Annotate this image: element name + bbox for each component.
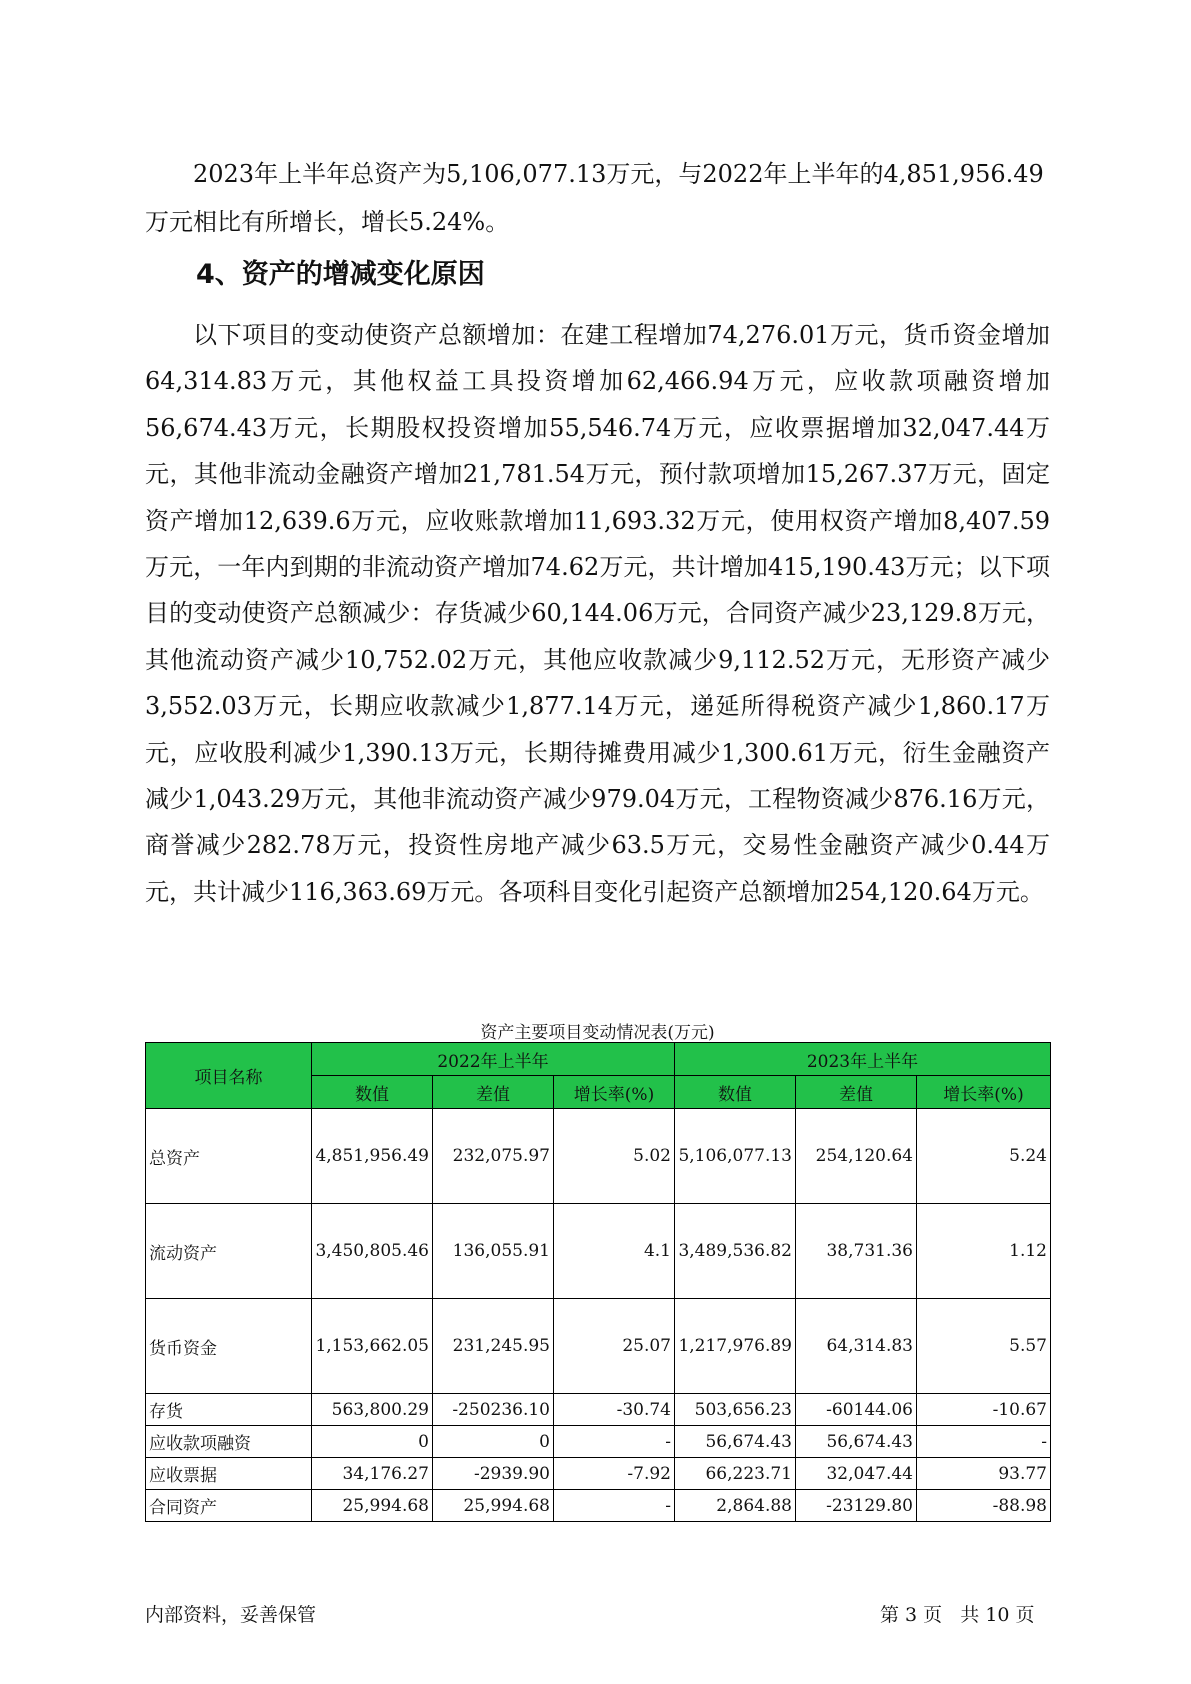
cell-value-2023: 56,674.43 xyxy=(675,1426,796,1458)
cell-value-2023: 2,864.88 xyxy=(675,1490,796,1522)
cell-diff-2022: 0 xyxy=(433,1426,554,1458)
cell-value-2022: 0 xyxy=(312,1426,433,1458)
cell-diff-2023: 64,314.83 xyxy=(796,1299,917,1394)
cell-diff-2023: 38,731.36 xyxy=(796,1204,917,1299)
footer-page-number: 第 3 页 共 10 页 xyxy=(880,1604,1035,1626)
footer-confidential-note: 内部资料，妥善保管 xyxy=(145,1604,317,1626)
paragraph-total-assets: 2023年上半年总资产为5,106,077.13万元，与2022年上半年的4,851,956.49万元相比有所增长，增长5.24%。 xyxy=(145,160,1044,236)
paragraph-asset-changes: 以下项目的变动使资产总额增加：在建工程增加74,276.01万元，货币资金增加64,314.83万元，其他权益工具投资增加62,466.94万元，应收款项融资增加56,674.43万元，长期股权投资增加55,546.74万元，应收票据增加32,047.44万元，其他非流动金融资产增加21,781.54万元，预付款项增加15,267.37万元，固定资产增加12,639.6万元，应收账款增加11,693.32万元，使用权资产增加8,407.59万元，一年内到期的非流动资产增加74.62万元，共计增加415,190.43万元；以下项目的变动使资产总额减少：存货减少60,144.06万元，合同资产减少23,129.8万元，其他流动资产减少10,752.02万元，其他应收款减少9,112.52万元，无形资产减少3,552.03万元，长期应收款减少1,877.14万元，递延所得税资产减少1,860.17万元，应收股利减少1,390.13万元，长期待摊费用减少1,300.61万元，衍生金融资产减少1,043.29万元，其他非流动资产减少979.04万元，工程物资减少876.16万元，商誉减少282.78万元，投资性房地产减少63.5万元，交易性金融资产减少0.44万元，共计减少116,363.69万元。各项科目变化引起资产总额增加254,120.64万元。 xyxy=(145,321,1050,906)
cell-value-2022: 4,851,956.49 xyxy=(312,1109,433,1204)
cell-rate-2022: 5.02 xyxy=(554,1109,675,1204)
row-label: 存货 xyxy=(146,1394,312,1426)
header-value-2023: 数值 xyxy=(675,1076,796,1109)
cell-rate-2023: -10.67 xyxy=(917,1394,1051,1426)
section-heading: 4、资产的增减变化原因 xyxy=(196,259,485,290)
table-row xyxy=(146,1490,1051,1522)
cell-value-2023: 3,489,536.82 xyxy=(675,1204,796,1299)
cell-value-2023: 1,217,976.89 xyxy=(675,1299,796,1394)
header-item-name: 项目名称 xyxy=(146,1043,312,1109)
header-period-2023: 2023年上半年 xyxy=(675,1043,1051,1076)
table-row xyxy=(146,1394,1051,1426)
cell-diff-2023: 56,674.43 xyxy=(796,1426,917,1458)
cell-rate-2022: 25.07 xyxy=(554,1299,675,1394)
cell-rate-2022: 4.1 xyxy=(554,1204,675,1299)
cell-diff-2022: -2939.90 xyxy=(433,1458,554,1490)
table-row xyxy=(146,1458,1051,1490)
cell-rate-2022: -7.92 xyxy=(554,1458,675,1490)
cell-diff-2022: -250236.10 xyxy=(433,1394,554,1426)
cell-value-2023: 66,223.71 xyxy=(675,1458,796,1490)
cell-diff-2023: 254,120.64 xyxy=(796,1109,917,1204)
cell-value-2023: 503,656.23 xyxy=(675,1394,796,1426)
cell-value-2022: 563,800.29 xyxy=(312,1394,433,1426)
cell-rate-2023: 1.12 xyxy=(917,1204,1051,1299)
cell-rate-2023: 93.77 xyxy=(917,1458,1051,1490)
row-label: 合同资产 xyxy=(146,1490,312,1522)
table-row xyxy=(146,1299,1051,1394)
cell-rate-2023: -88.98 xyxy=(917,1490,1051,1522)
table-row xyxy=(146,1204,1051,1299)
row-label: 应收款项融资 xyxy=(146,1426,312,1458)
row-label: 应收票据 xyxy=(146,1458,312,1490)
cell-diff-2023: -23129.80 xyxy=(796,1490,917,1522)
cell-rate-2023: 5.57 xyxy=(917,1299,1051,1394)
cell-value-2022: 25,994.68 xyxy=(312,1490,433,1522)
row-label: 总资产 xyxy=(146,1109,312,1204)
cell-value-2022: 3,450,805.46 xyxy=(312,1204,433,1299)
cell-rate-2022: - xyxy=(554,1426,675,1458)
cell-rate-2023: 5.24 xyxy=(917,1109,1051,1204)
cell-diff-2022: 136,055.91 xyxy=(433,1204,554,1299)
row-label: 流动资产 xyxy=(146,1204,312,1299)
table-row xyxy=(146,1109,1051,1204)
header-value-2022: 数值 xyxy=(312,1076,433,1109)
header-rate-2022: 增长率(%) xyxy=(554,1076,675,1109)
cell-value-2022: 34,176.27 xyxy=(312,1458,433,1490)
table-row xyxy=(146,1426,1051,1458)
cell-rate-2023: - xyxy=(917,1426,1051,1458)
header-diff-2022: 差值 xyxy=(433,1076,554,1109)
cell-rate-2022: -30.74 xyxy=(554,1394,675,1426)
table-caption: 资产主要项目变动情况表(万元) xyxy=(480,1023,715,1043)
asset-changes-table xyxy=(145,1042,1051,1522)
row-label: 货币资金 xyxy=(146,1299,312,1394)
cell-diff-2022: 232,075.97 xyxy=(433,1109,554,1204)
header-diff-2023: 差值 xyxy=(796,1076,917,1109)
header-rate-2023: 增长率(%) xyxy=(917,1076,1051,1109)
cell-diff-2023: -60144.06 xyxy=(796,1394,917,1426)
cell-value-2022: 1,153,662.05 xyxy=(312,1299,433,1394)
header-period-2022: 2022年上半年 xyxy=(312,1043,675,1076)
cell-diff-2023: 32,047.44 xyxy=(796,1458,917,1490)
cell-rate-2022: - xyxy=(554,1490,675,1522)
cell-diff-2022: 25,994.68 xyxy=(433,1490,554,1522)
cell-value-2023: 5,106,077.13 xyxy=(675,1109,796,1204)
cell-diff-2022: 231,245.95 xyxy=(433,1299,554,1394)
